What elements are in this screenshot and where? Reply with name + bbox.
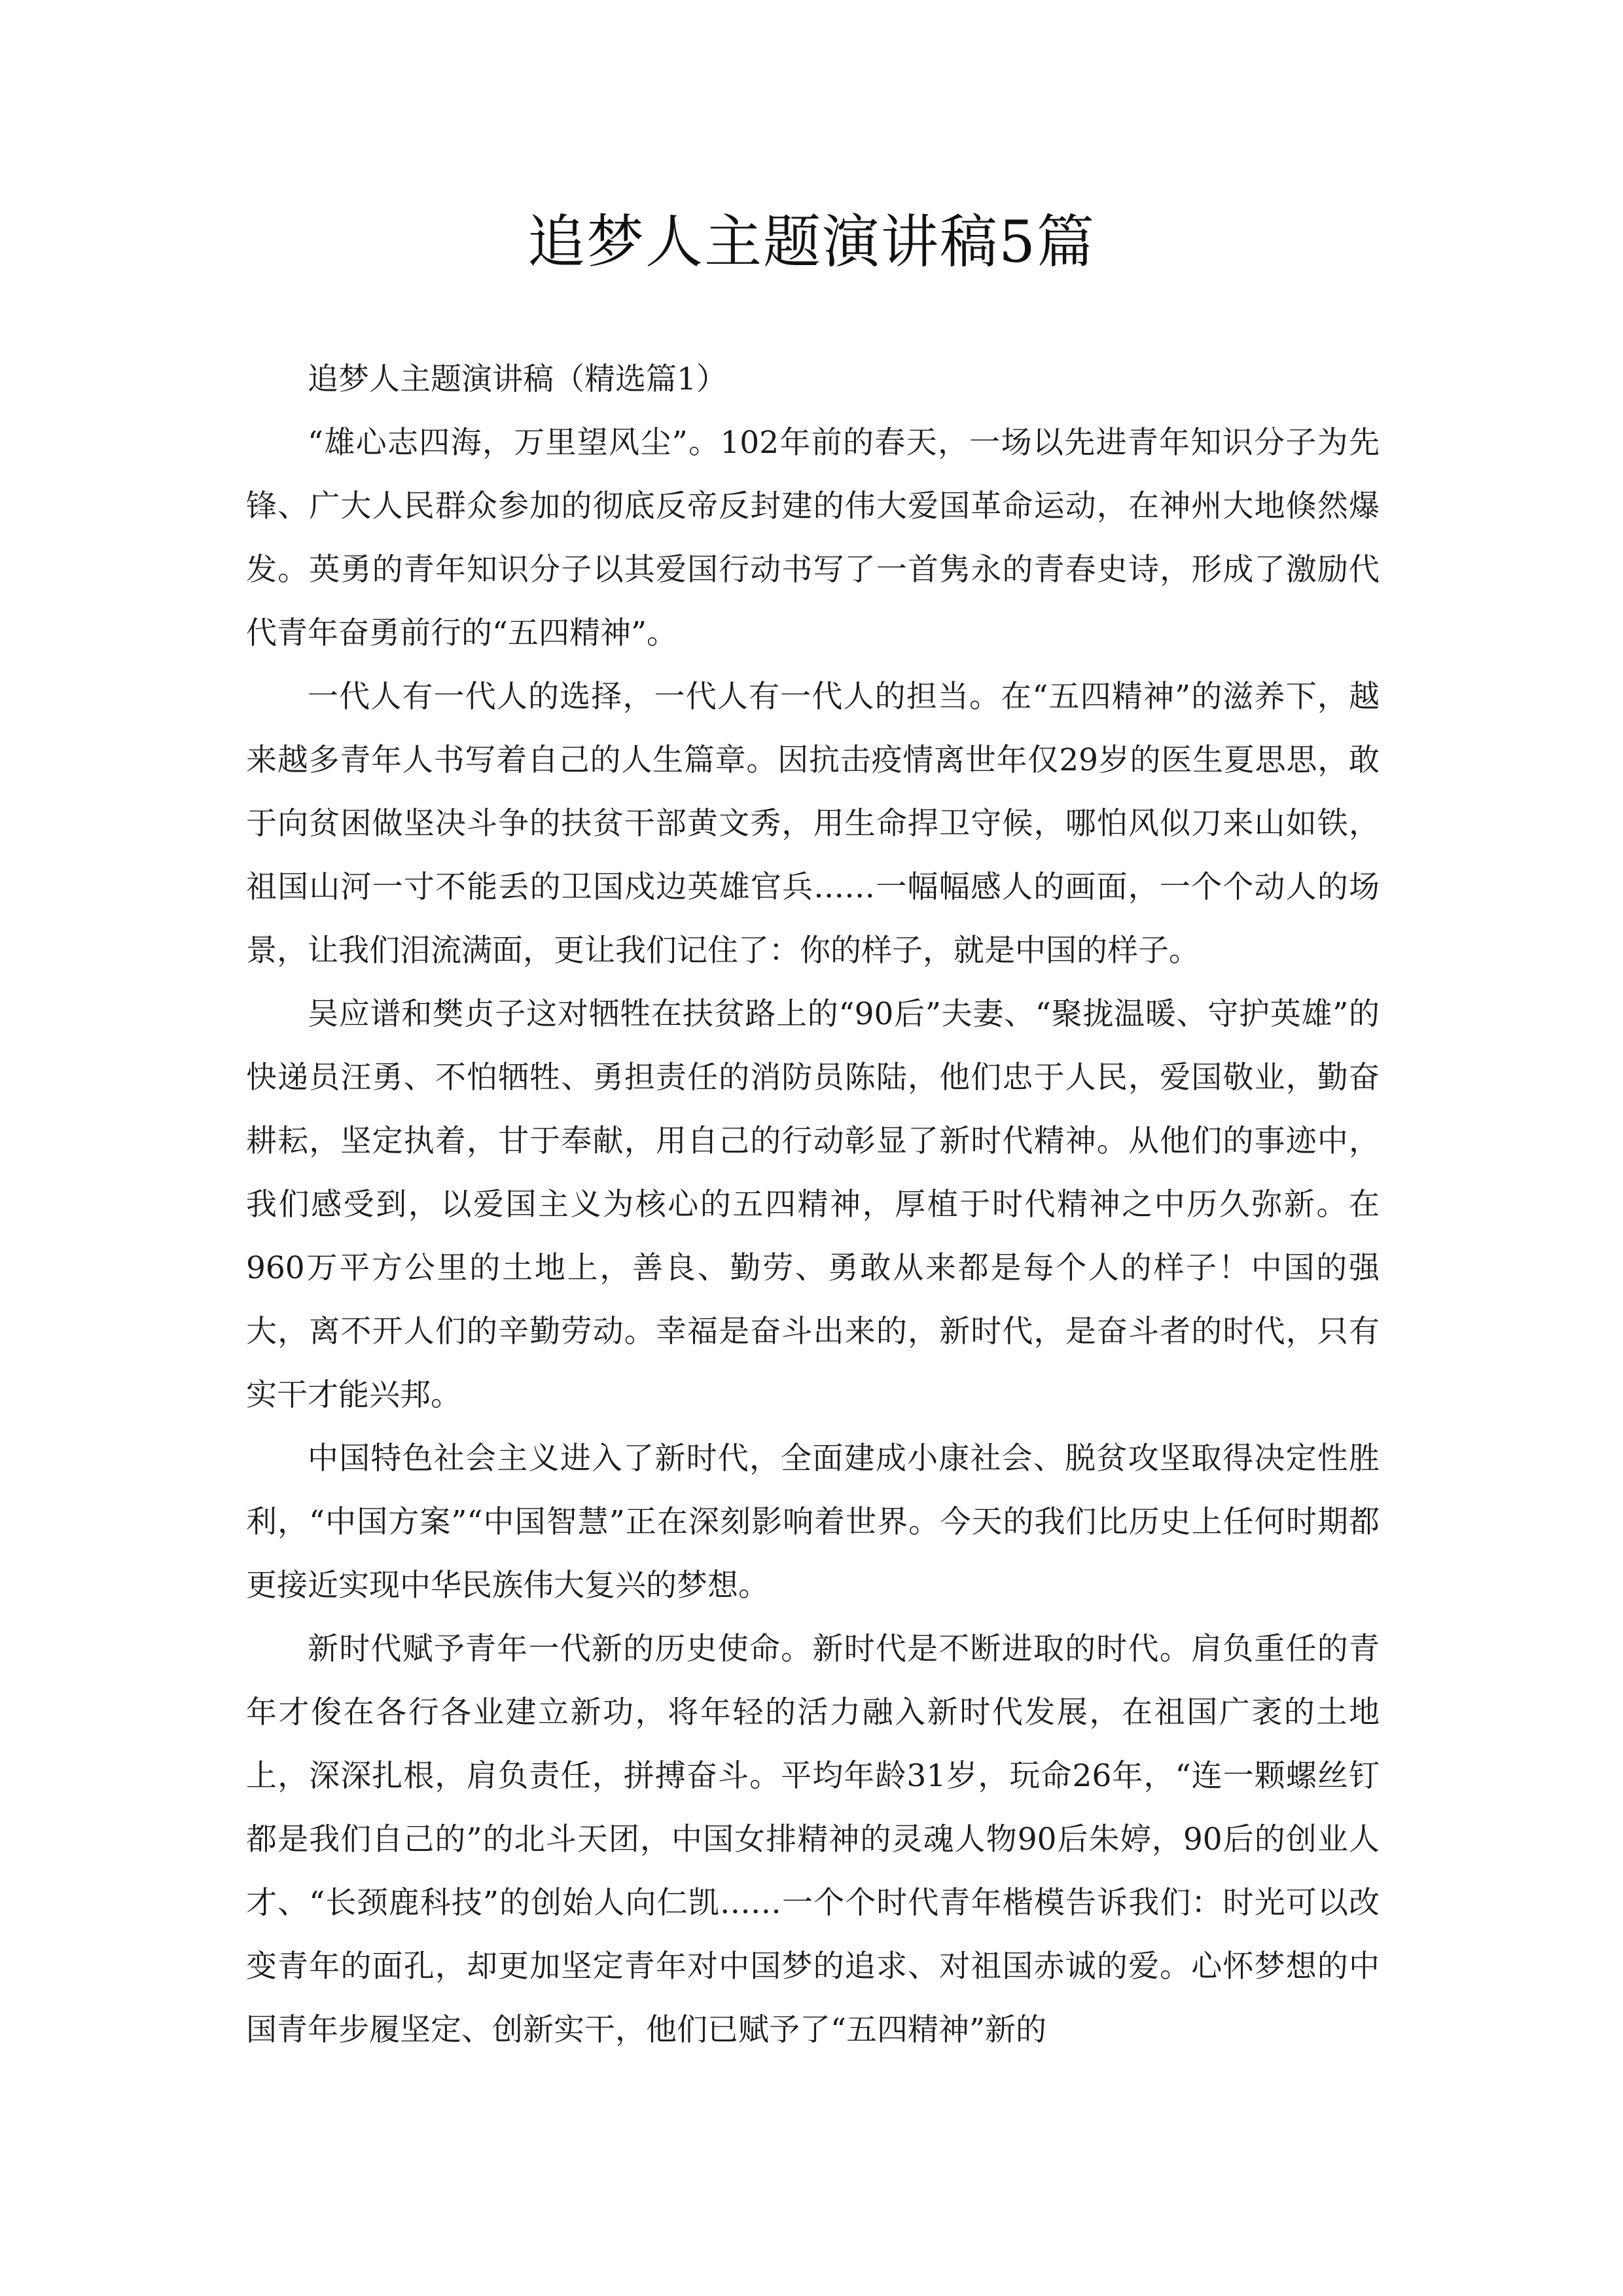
section-subheading: 追梦人主题演讲稿（精选篇1） bbox=[308, 361, 727, 397]
paragraph-3: 吴应谱和樊贞子这对牺牲在扶贫路上的“90后”夫妻、“聚拢温暖、守护英雄”的快递员汪勇、不怕牺牲、勇担责任的消防员陈陆，他们忠于人民，爱国敬业，勤奋耕耘，坚定执着，甘于奉献，用自己的行动彰显了新时代精神。从他们的事迹中，我们感受到，以爱国主义为核心的五四精神，厚植于时代精神之中历久弥新。在960万平方公里的土地上，善良、勤劳、勇敢从来都是每个人的样子！中国的强大，离不开人们的辛勤劳动。幸福是奋斗出来的，新时代，是奋斗者的时代，只有实干才能兴邦。 bbox=[246, 996, 1380, 1413]
document-body bbox=[246, 348, 1380, 2062]
paragraph-1: “雄心志四海，万里望风尘”。102年前的春天，一场以先进青年知识分子为先锋、广大人民群众参加的彻底反帝反封建的伟大爱国革命运动，在神州大地倏然爆发。英勇的青年知识分子以其爱国行动书写了一首隽永的青春史诗，形成了激励代代青年奋勇前行的“五四精神”。 bbox=[246, 425, 1380, 651]
paragraph-5: 新时代赋予青年一代新的历史使命。新时代是不断进取的时代。肩负重任的青年才俊在各行各业建立新功，将年轻的活力融入新时代发展，在祖国广袤的土地上，深深扎根，肩负责任，拼搏奋斗。平均年龄31岁，玩命26年，“连一颗螺丝钉都是我们自己的”的北斗天团，中国女排精神的灵魂人物90后朱婷，90后的创业人才、“长颈鹿科技”的创始人向仁凯……一个个时代青年楷模告诉我们：时光可以改变青年的面孔，却更加坚定青年对中国梦的追求、对祖国赤诚的爱。心怀梦想的中国青年步履坚定、创新实干，他们已赋予了“五四精神”新的 bbox=[246, 1631, 1380, 2048]
document-title: 追梦人主题演讲稿5篇 bbox=[527, 208, 1096, 276]
paragraph-4: 中国特色社会主义进入了新时代，全面建成小康社会、脱贫攻坚取得决定性胜利，“中国方案”“中国智慧”正在深刻影响着世界。今天的我们比历史上任何时期都更接近实现中华民族伟大复兴的梦想。 bbox=[246, 1441, 1380, 1604]
paragraph-2: 一代人有一代人的选择，一代人有一代人的担当。在“五四精神”的滋养下，越来越多青年人书写着自己的人生篇章。因抗击疫情离世年仅29岁的医生夏思思，敢于向贫困做坚决斗争的扶贫干部黄文秀，用生命捍卫守候，哪怕风似刀来山如铁，祖国山河一寸不能丢的卫国戍边英雄官兵……一幅幅感人的画面，一个个动人的场景，让我们泪流满面，更让我们记住了：你的样子，就是中国的样子。 bbox=[246, 679, 1380, 969]
